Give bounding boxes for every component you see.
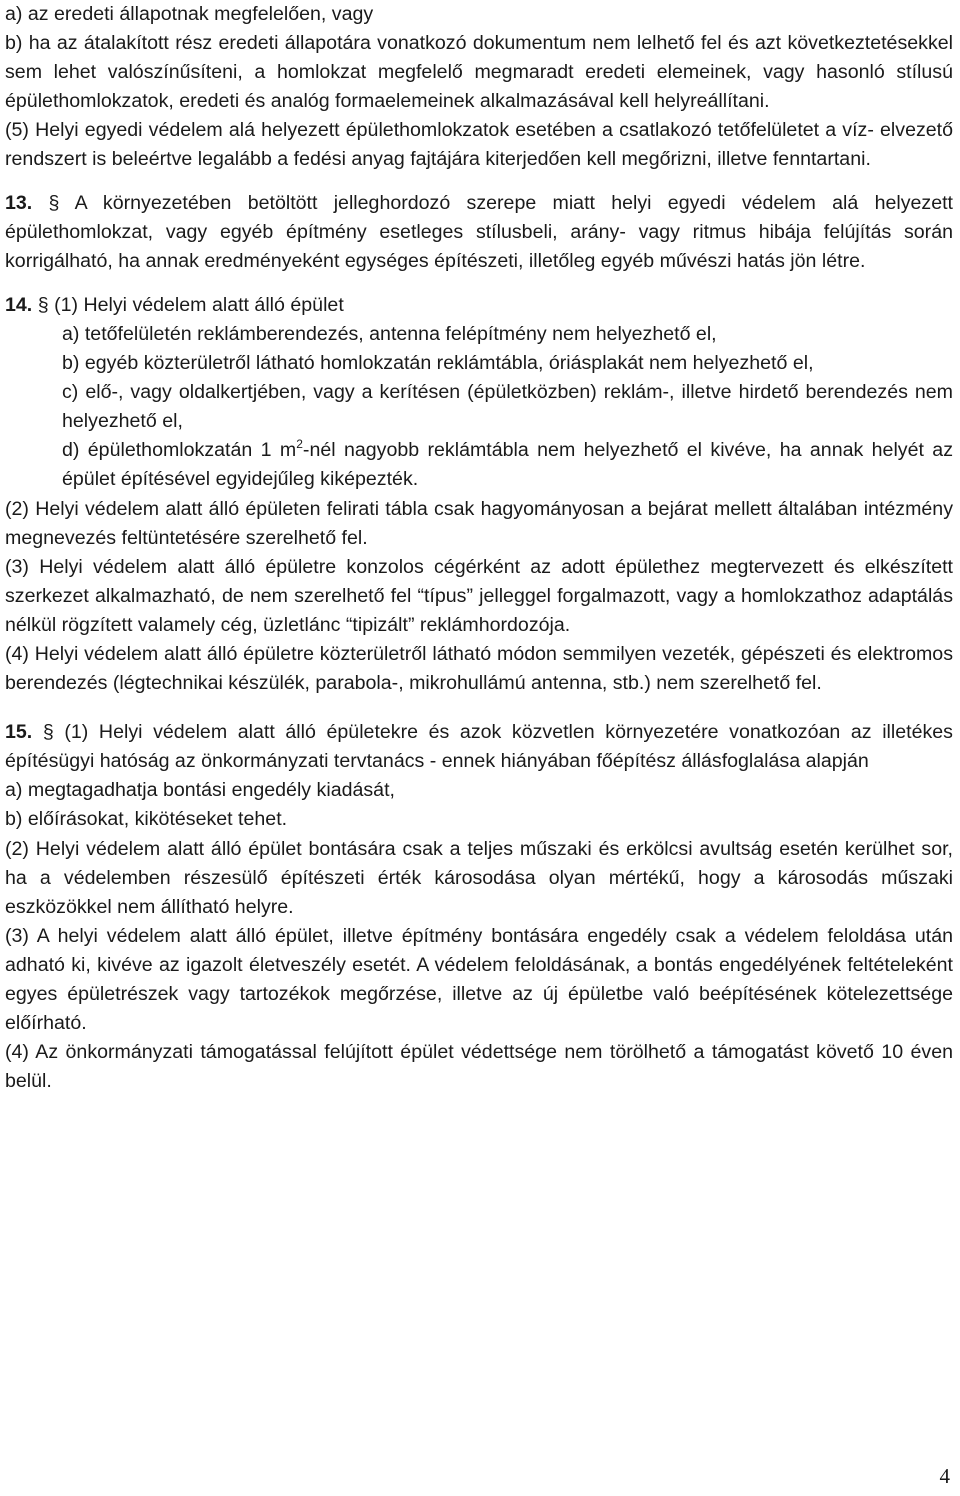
section-15-paragraph-3: (3) A helyi védelem alatt álló épület, illetve építmény bontására engedély csak a védelem feloldása után adható ki, kivéve az igazolt életveszély esetét. A védelem feloldásának, a bontás engedélyének feltételeként egyes épületrészek vagy tartozékok megőrzése, illetve az új épületbe való beépítésének kötelezettsége előírható.	[5, 924, 953, 1035]
section-sign: §	[42, 721, 54, 744]
section-14-item-d	[5, 436, 953, 494]
section-number: 13.	[5, 191, 33, 214]
paragraph-a: a) az eredeti állapotnak megfelelően, vagy	[5, 3, 374, 25]
section-sign: §	[48, 191, 60, 214]
section-13	[5, 189, 953, 276]
section-15-item-b: b) előírásokat, kikötéseket tehet.	[5, 808, 288, 831]
section-number: 14.	[5, 293, 33, 316]
section-text: (1) Helyi védelem alatt álló épület	[54, 293, 344, 316]
section-15-item-a: a) megtagadhatja bontási engedély kiadását,	[5, 779, 395, 802]
section-14-item-a: a) tetőfelületén reklámberendezés, antenna felépítmény nem helyezhető el,	[62, 322, 717, 345]
paragraph-b: b) ha az átalakított rész eredeti állapotára vonatkozó dokumentum nem lelhető fel és azt következtetésekkel sem lehet valószínűsíteni, a homlokzat megfelelő megmaradt eredeti elemeinek, vagy hasonló stílusú épülethomlokzatok, eredeti és analóg formaelemeinek alkalmazásával kell helyreállítani.	[5, 32, 953, 113]
section-14-paragraph-4: (4) Helyi védelem alatt álló épületre közterületről látható módon semmilyen vezeték, gépészeti és elektromos berendezés (légtechnikai készülék, parabola-, mikrohullámú antenna, stb.) nem szerelhető fel.	[5, 642, 953, 695]
section-15-paragraph-4: (4) Az önkormányzati támogatással felújított épület védettsége nem törölhető a támogatást követő 10 éven belül.	[5, 1041, 953, 1093]
section-15	[5, 718, 953, 776]
document-page	[5, 0, 953, 1096]
superscript: 2	[296, 437, 303, 452]
section-14-paragraph-2: (2) Helyi védelem alatt álló épületen felirati tábla csak hagyományosan a bejárat mellett általában intézmény megnevezés feltüntetésére szerelhető fel.	[5, 497, 953, 549]
section-14	[5, 291, 953, 320]
item-d-text-before: d) épülethomlokzatán 1 m	[62, 439, 297, 462]
section-14-paragraph-3: (3) Helyi védelem alatt álló épületre konzolos cégérként az adott épülethez megtervezett és elkészített szerkezet alkalmazható, de nem szerelhető fel “típus” jelleggel forgalmazott, vagy a homlokzathoz adaptálás nélkül rögzített valamely cég, üzletlánc “tipizált” reklámhordozója.	[5, 555, 953, 636]
section-15-paragraph-2: (2) Helyi védelem alatt álló épület bontására csak a teljes műszaki és erkölcsi avultság esetén kerülhet sor, ha a védelemben részesülő építészeti érték károsodása olyan mértékű, hogy a károsodás műszaki eszközökkel nem állítható helyre.	[5, 837, 953, 918]
item-d-text-after: -nél nagyobb reklámtábla nem helyezhető el kivéve, ha annak helyét az épület építésével egyidejűleg kiképezték.	[62, 439, 954, 491]
section-number: 15.	[5, 721, 33, 744]
page-number: 4	[939, 1464, 950, 1488]
section-text: A környezetében betöltött jelleghordozó szerepe miatt helyi egyedi védelem alá helyezett épülethomlokzat, vagy egyéb építmény esetleges stílusbeli, arány- vagy ritmus hibája felújítás során korrigálható, ha annak eredményeként egységes építészeti, illetőleg egyéb művészi hatás jön létre.	[5, 191, 953, 272]
paragraph-5: (5) Helyi egyedi védelem alá helyezett épülethomlokzatok esetében a csatlakozó tetőfelületet a víz- elvezető rendszert is beleértve legalább a fedési anyag fajtájára kiterjedően kell megőrizni, illetve fenntartani.	[5, 119, 953, 171]
section-text: (1) Helyi védelem alatt álló épületekre és azok közvetlen környezetére vonatkozóan az illetékes építésügyi hatóság az önkormányzati tervtanács - ennek hiányában főépítész állásfoglalása alapján	[5, 721, 953, 773]
section-14-item-c: c) elő-, vagy oldalkertjében, vagy a kerítésen (épületközben) reklám-, illetve hirdető berendezés nem helyezhető el,	[62, 381, 953, 433]
section-sign: §	[37, 293, 49, 316]
section-14-item-b: b) egyéb közterületről látható homlokzatán reklámtábla, óriásplakát nem helyezhető el,	[62, 352, 814, 375]
